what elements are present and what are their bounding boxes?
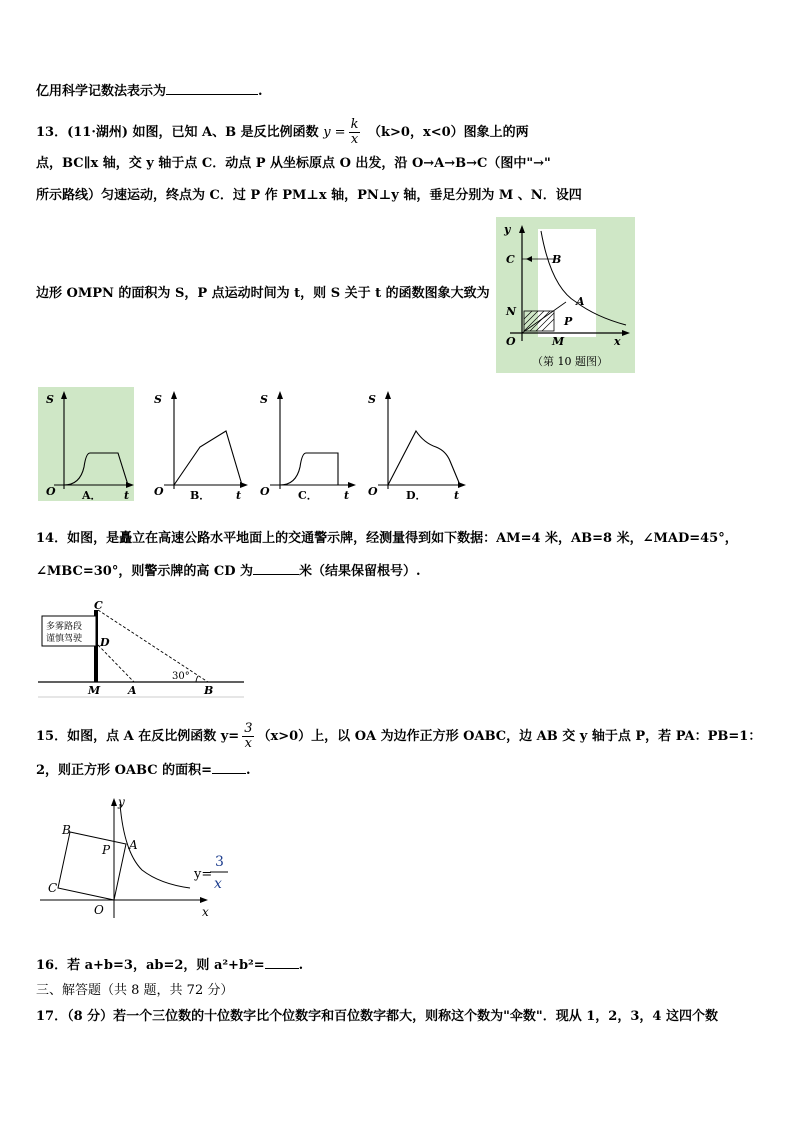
q14-answer-blank xyxy=(253,562,299,575)
option-a-t: t xyxy=(124,489,130,501)
option-a-o: O xyxy=(46,485,56,498)
top-line xyxy=(36,82,263,101)
q14-figure xyxy=(36,600,248,700)
option-c-graph xyxy=(258,387,358,501)
q13-fraction xyxy=(349,118,361,147)
option-b-s: S xyxy=(154,393,162,406)
q15-eq-num: 3 xyxy=(215,854,224,870)
option-c-s: S xyxy=(260,393,268,406)
q14-text-b: 米（结果保留根号）. xyxy=(299,564,421,579)
q15-figure xyxy=(38,792,238,922)
option-b-t: t xyxy=(236,489,242,501)
q13-frac-den: x xyxy=(350,132,359,147)
q14-label-d: D xyxy=(100,636,110,649)
q15-text-b: （x>0）上，以 OA 为边作正方形 OABC，边 AB 交 y 轴于点 P，若 PA：PB=1： xyxy=(257,729,762,744)
q15-label-y: y xyxy=(118,795,125,809)
fig13-caption: （第 10 题图） xyxy=(532,355,608,368)
q14-text-a: ∠MBC=30°，则警示牌的高 CD 为 xyxy=(36,564,254,579)
q13-line2: 点，BC∥x 轴，交 y 轴于点 C．动点 P 从坐标原点 O 出发，沿 O→A→B→C（图中"→" xyxy=(36,156,551,171)
option-a-s: S xyxy=(46,393,54,406)
top-line-text: 亿用科学记数法表示为 xyxy=(36,84,167,99)
fig13-label-o: O xyxy=(506,335,516,348)
q16-text-b: . xyxy=(298,958,304,973)
q14-line2 xyxy=(36,562,421,581)
q15-line1 xyxy=(36,722,761,751)
q15-label-b: B xyxy=(62,823,71,837)
fig13-label-m: M xyxy=(552,335,565,348)
q15-text-c: 2，则正方形 OABC 的面积= xyxy=(36,763,212,778)
q13-formula-y: y = xyxy=(323,125,346,140)
q15-eq-y: y= xyxy=(194,867,213,882)
fig13-label-y: y xyxy=(504,223,511,236)
fig13-label-x: x xyxy=(614,335,621,348)
q15-label-o: O xyxy=(94,903,104,917)
q13-text-b: （k>0，x<0）图象上的两 xyxy=(368,125,529,140)
section-heading: 三、解答题（共 8 题，共 72 分） xyxy=(36,983,234,998)
option-d-letter: D． xyxy=(406,489,427,501)
option-d-t: t xyxy=(454,489,460,501)
q15-line2 xyxy=(36,761,251,780)
q15-label-p: P xyxy=(102,843,111,857)
fig13-label-n: N xyxy=(506,305,517,318)
q15-text-d: . xyxy=(245,763,251,778)
fig13-label-c: C xyxy=(506,253,515,266)
q14-label-c: C xyxy=(94,600,103,612)
fig13-label-a: A xyxy=(576,295,585,308)
q15-fraction xyxy=(242,722,254,751)
option-c-letter: C． xyxy=(298,489,318,501)
option-b-letter: B． xyxy=(190,489,211,501)
q14-angle-label: 30° xyxy=(172,671,190,682)
q16-line xyxy=(36,956,303,975)
q15-label-c: C xyxy=(48,881,58,895)
option-a-graph xyxy=(38,387,134,501)
q15-frac-num: 3 xyxy=(244,721,253,736)
q15-frac-den: x xyxy=(244,736,253,751)
fig13-label-b: B xyxy=(552,253,562,266)
q16-text-a: 16．若 a+b=3，ab=2，则 a²+b²= xyxy=(36,958,265,973)
q15-label-a: A xyxy=(129,838,138,852)
q15-answer-blank xyxy=(212,761,246,774)
q13-line4: 边形 OMPN 的面积为 S，P 点运动时间为 t，则 S 关于 t 的函数图象大致为 xyxy=(36,286,490,301)
q14-line1: 14．如图，是矗立在高速公路水平地面上的交通警示牌，经测量得到如下数据：AM=4 米，AB=8 米，∠MAD=45°， xyxy=(36,531,738,546)
option-d-o: O xyxy=(368,485,378,498)
q14-label-m: M xyxy=(88,684,101,697)
q17-line: 17．（8 分）若一个三位数的十位数字比个位数字和百位数字都大，则称这个数为"伞数"．现从 1，2，3，4 这四个数 xyxy=(36,1009,718,1024)
q15-eq-den: x xyxy=(214,876,222,892)
option-c-t: t xyxy=(344,489,350,501)
q16-answer-blank xyxy=(265,956,299,969)
q15-text-a: 15．如图，点 A 在反比例函数 y= xyxy=(36,729,240,744)
option-b-o: O xyxy=(154,485,164,498)
q13-frac-num: k xyxy=(350,117,359,132)
sign-text-line2: 谨慎驾驶 xyxy=(46,634,83,644)
option-d-s: S xyxy=(368,393,376,406)
option-a-letter: A． xyxy=(82,489,102,501)
option-d-graph xyxy=(366,387,470,501)
q13-figure xyxy=(496,217,635,373)
fig13-label-p: P xyxy=(564,315,573,328)
top-line-end: . xyxy=(258,84,263,99)
answer-blank xyxy=(166,82,258,95)
sign-text-line1: 多雾路段 xyxy=(46,622,83,632)
q13-line1 xyxy=(36,118,529,147)
q13-line3: 所示路线）匀速运动，终点为 C．过 P 作 PM⊥x 轴，PN⊥y 轴，垂足分别为 M 、N．设四 xyxy=(36,188,582,203)
option-c-o: O xyxy=(260,485,270,498)
q13-text-a: 13．(11·湖州) 如图，已知 A、B 是反比例函数 xyxy=(36,125,319,140)
q14-label-a: A xyxy=(128,684,137,697)
option-b-graph xyxy=(150,387,250,501)
q15-label-x: x xyxy=(202,905,209,919)
q14-label-b: B xyxy=(204,684,214,697)
